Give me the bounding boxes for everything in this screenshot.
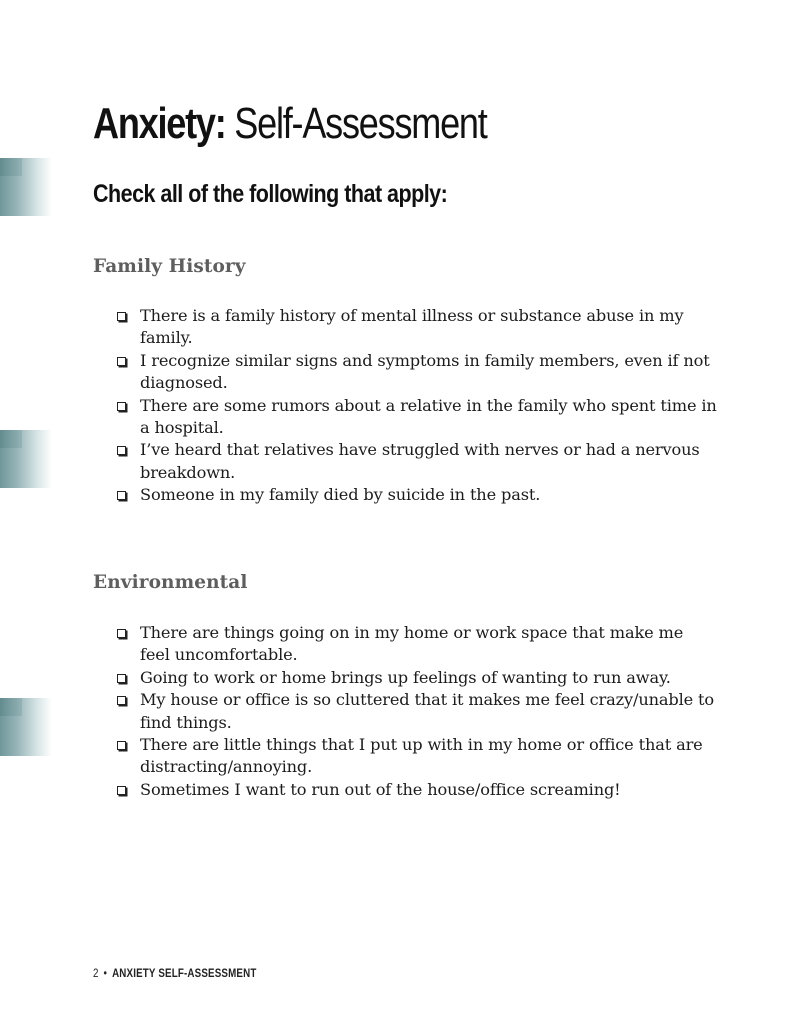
checkbox-icon[interactable]	[117, 357, 126, 366]
checklist-item[interactable]	[117, 305, 717, 350]
checklist-item-text: There are things going on in my home or work space that make me feel uncomfortable.	[140, 623, 684, 665]
page-title	[93, 96, 487, 152]
checkbox-icon[interactable]	[117, 312, 126, 321]
checklist-item-text: There is a family history of mental illness or substance abuse in my family.	[140, 306, 684, 348]
checklist-environmental	[117, 622, 717, 801]
section-heading-environmental: Environmental	[93, 572, 248, 593]
checkbox-icon[interactable]	[117, 629, 126, 638]
page-title-bold: Anxiety:	[93, 99, 226, 148]
footer-doc-title: ANXIETY SELF-ASSESSMENT	[112, 968, 257, 980]
checkbox-icon[interactable]	[117, 674, 126, 683]
checklist-item-text: I’ve heard that relatives have struggled with nerves or had a nervous breakdown.	[140, 440, 700, 482]
page-number: 2	[93, 968, 99, 980]
edge-tab-decoration	[0, 158, 52, 216]
checklist-item[interactable]	[117, 734, 717, 779]
section-heading-family-history: Family History	[93, 256, 246, 277]
page-title-rest: Self-Assessment	[234, 99, 487, 148]
checklist-item-text: My house or office is so cluttered that it makes me feel crazy/unable to find things.	[140, 690, 714, 732]
checklist-item[interactable]	[117, 779, 717, 801]
checklist-item[interactable]	[117, 622, 717, 667]
checklist-item-text: Someone in my family died by suicide in the past.	[140, 485, 541, 505]
checklist-item[interactable]	[117, 350, 717, 395]
page-footer	[93, 966, 256, 982]
instruction-text: Check all of the following that apply:	[93, 180, 448, 208]
checklist-item[interactable]	[117, 689, 717, 734]
checklist-item[interactable]	[117, 395, 717, 440]
checkbox-icon[interactable]	[117, 446, 126, 455]
checklist-item-text: There are some rumors about a relative in the family who spent time in a hospital.	[140, 395, 717, 438]
checklist-item-text: Going to work or home brings up feelings of wanting to run away.	[140, 667, 671, 687]
checkbox-icon[interactable]	[117, 741, 126, 750]
checklist-family-history	[117, 305, 717, 507]
checkbox-icon[interactable]	[117, 696, 126, 705]
checkbox-icon[interactable]	[117, 786, 126, 795]
checklist-item[interactable]	[117, 667, 717, 689]
checklist-item[interactable]	[117, 439, 717, 484]
edge-tab-decoration	[0, 698, 52, 756]
checklist-item[interactable]	[117, 484, 717, 506]
edge-tab-decoration	[0, 430, 52, 488]
checkbox-icon[interactable]	[117, 491, 126, 500]
checklist-item-text: There are little things that I put up with in my home or office that are distracting/annoying.	[140, 735, 703, 777]
checkbox-icon[interactable]	[117, 402, 126, 411]
checklist-item-text: Sometimes I want to run out of the house/office screaming!	[140, 779, 621, 799]
footer-separator: •	[103, 968, 107, 980]
checklist-item-text: I recognize similar signs and symptoms in family members, even if not diagnosed.	[140, 350, 710, 393]
